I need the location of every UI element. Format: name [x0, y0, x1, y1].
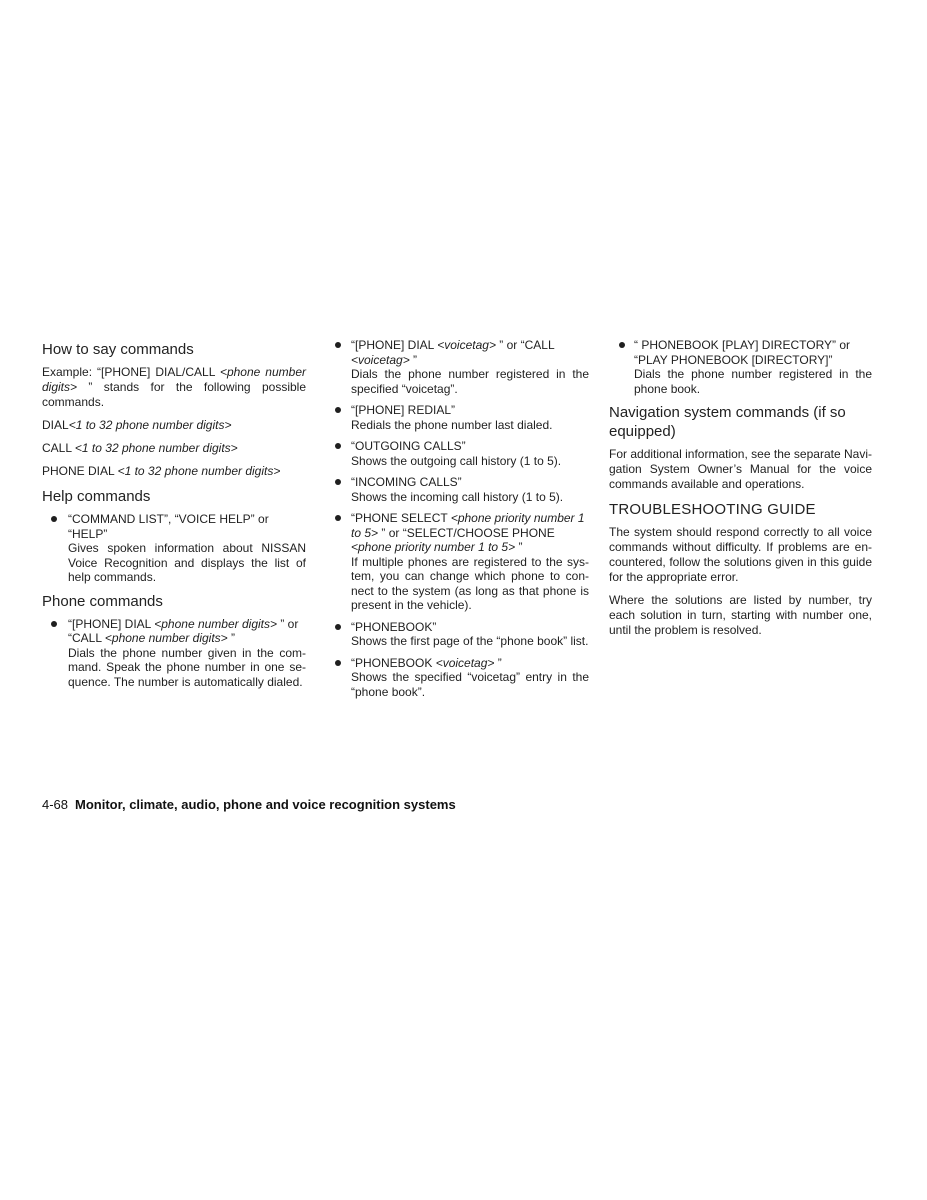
command-part: “[PHONE] DIAL	[351, 338, 438, 352]
example-text-a: Example: “[PHONE] DIAL/CALL	[42, 365, 220, 379]
command-text: “OUTGOING CALLS”	[351, 439, 466, 453]
command-text	[351, 511, 589, 555]
bullet-icon	[51, 621, 57, 627]
heading-navigation-commands: Navigation system commands (if so equipped)	[609, 404, 846, 440]
list-item	[609, 338, 872, 396]
call-command-param: <1 to 32 phone number digits>	[74, 441, 238, 455]
bullet-icon	[335, 624, 341, 630]
command-description: Dials the phone number registered in the specified “voicetag”.	[351, 367, 589, 396]
phone-dial-command: PHONE DIAL	[42, 464, 118, 478]
command-param: <phone priority number 1 to 5>	[351, 511, 585, 540]
page-footer	[42, 797, 456, 813]
command-param: <voicetag>	[437, 338, 496, 352]
command-part: “[PHONE] DIAL	[68, 616, 155, 631]
bullet-icon	[335, 479, 341, 485]
command-param: <voicetag>	[351, 352, 410, 367]
heading-how-to-say-commands: How to say commands	[42, 341, 194, 358]
heading-phone-commands: Phone commands	[42, 592, 163, 610]
command-param: <phone number digits>	[104, 631, 228, 645]
bullet-icon	[335, 515, 341, 521]
command-part: ”	[515, 540, 523, 554]
list-item	[333, 338, 589, 396]
command-part: ”	[227, 631, 236, 645]
list-item	[42, 617, 306, 690]
command-text: “INCOMING CALLS”	[351, 475, 462, 489]
troubleshooting-paragraph-1: The system should respond correctly to all voice commands without difficulty. If problems are encountered, follow the solutions given in this guide for the appropriate error.	[609, 525, 872, 584]
dial-command: DIAL	[42, 418, 69, 432]
dial-command-param: <1 to 32 phone number digits>	[68, 418, 232, 432]
example-text-c: ” stands for the following possible commands.	[42, 380, 306, 409]
command-part: ” or “CALL	[68, 616, 299, 645]
phone-commands-list-continued	[333, 338, 589, 699]
command-text	[351, 338, 589, 367]
list-item	[333, 439, 589, 468]
command-text	[351, 656, 589, 671]
dial-command-line	[42, 418, 306, 433]
list-item	[42, 512, 306, 585]
phonebook-commands-list	[609, 338, 872, 396]
call-command: CALL	[42, 441, 75, 455]
navigation-paragraph: For additional information, see the separate Navigation System Owner’s Manual for the voice commands available and operations.	[609, 447, 872, 491]
phone-commands-list	[42, 617, 306, 690]
bullet-icon	[335, 407, 341, 413]
command-text: “COMMAND LIST”, “VOICE HELP” or “HELP”	[68, 512, 269, 541]
command-description: Dials the phone number registered in the phone book.	[634, 367, 872, 396]
list-item	[333, 475, 589, 504]
list-item	[333, 511, 589, 613]
example-text-b: <phone number digits>	[42, 365, 306, 394]
heading-troubleshooting-guide: TROUBLESHOOTING GUIDE	[609, 501, 816, 518]
command-part: “PHONE SELECT	[351, 511, 451, 525]
call-command-line	[42, 441, 306, 456]
list-item	[333, 403, 589, 432]
command-description: Gives spoken information about NISSAN Voice Recognition and displays the list of help commands.	[68, 541, 306, 584]
page-number: 4-68	[42, 797, 69, 812]
bullet-icon	[619, 342, 625, 348]
troubleshooting-paragraph-2: Where the solutions are listed by number, try each solution in turn, starting with number one, until the problem is resolved.	[609, 593, 872, 637]
phone-dial-command-param: <1 to 32 phone number digits>	[117, 464, 281, 478]
column-middle	[333, 338, 589, 706]
command-description: Shows the outgoing call history (1 to 5).	[351, 453, 562, 468]
command-description: Redials the phone number last dialed.	[351, 417, 553, 432]
bullet-icon	[335, 342, 341, 348]
command-text	[68, 617, 306, 646]
command-param: <phone number digits>	[154, 616, 278, 631]
phone-dial-command-line	[42, 464, 306, 479]
column-right	[609, 338, 872, 646]
bullet-icon	[51, 516, 57, 522]
command-part: ”	[494, 655, 502, 670]
command-part: “PHONEBOOK	[351, 655, 436, 670]
command-text: “PHONEBOOK”	[351, 619, 437, 634]
command-param: <phone priority number 1 to 5>	[351, 540, 516, 554]
command-text: “[PHONE] REDIAL”	[351, 403, 456, 417]
command-param: <voicetag>	[435, 655, 495, 670]
command-description: Shows the incoming call history (1 to 5).	[351, 489, 564, 504]
command-description: Shows the specified “voicetag” entry in the “phone book”.	[351, 670, 589, 699]
command-part: ”	[409, 352, 418, 367]
example-paragraph	[42, 365, 306, 410]
command-part: ” or “SELECT/CHOOSE PHONE	[378, 525, 555, 540]
section-title: Monitor, climate, audio, phone and voice recognition systems	[75, 797, 456, 812]
command-description: If multiple phones are registered to the system, you can change which phone to connect to the system (as long as that phone is present in the vehicle).	[351, 554, 589, 612]
bullet-icon	[335, 443, 341, 449]
column-left	[42, 338, 306, 696]
command-description: Dials the phone number given in the command. Speak the phone number in one sequence. The number is automatically dialed.	[68, 645, 306, 689]
heading-help-commands: Help commands	[42, 488, 151, 505]
list-item	[333, 620, 589, 649]
command-description: Shows the first page of the “phone book” list.	[351, 634, 589, 648]
help-commands-list	[42, 512, 306, 585]
list-item	[333, 656, 589, 700]
command-part: ” or “CALL	[495, 338, 555, 352]
bullet-icon	[335, 660, 341, 666]
command-text: “ PHONEBOOK [PLAY] DIRECTORY” or “PLAY PHONEBOOK [DIRECTORY]”	[634, 338, 851, 367]
